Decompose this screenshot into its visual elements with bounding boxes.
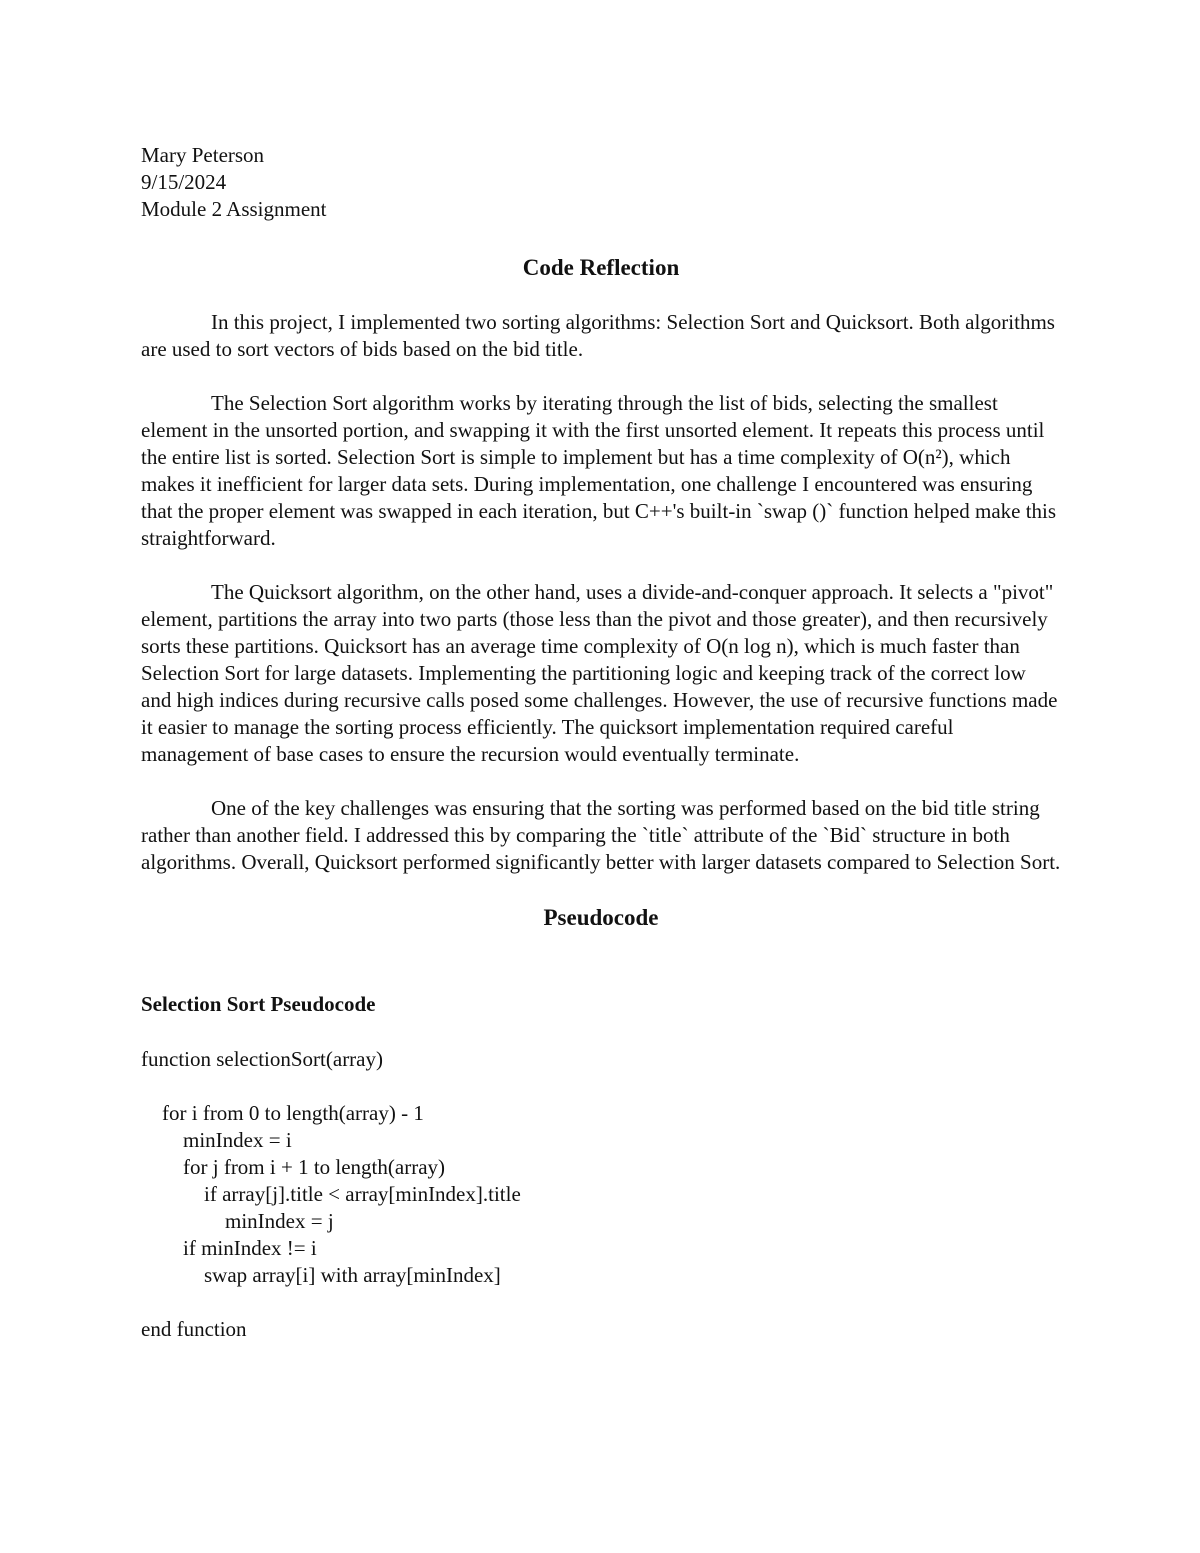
document-body (141, 142, 1061, 1343)
selection-sort-heading: Selection Sort Pseudocode (141, 992, 376, 1016)
code-line-3: for i from 0 to length(array) - 1 (141, 1101, 424, 1125)
code-line-9: swap array[i] with array[minIndex] (141, 1263, 501, 1287)
reflection-paragraph-2: The Selection Sort algorithm works by iterating through the list of bids, selecting the smallest element in the unsorted portion, and swapping it with the first unsorted element. It repeats this process until the entire list is sorted. Selection Sort is simple to implement but has a time complexity of O(n²), which makes it inefficient for larger data sets. During implementation, one challenge I encountered was ensuring that the proper element was swapped in each iteration, but C++'s built-in `swap ()` function helped make this straightforward. (141, 391, 1057, 550)
pseudocode-title: Pseudocode (543, 905, 659, 930)
document-date: 9/15/2024 (141, 170, 227, 194)
reflection-paragraph-3: The Quicksort algorithm, on the other hand, uses a divide-and-conquer approach. It selects a "pivot" element, partitions the array into two parts (those less than the pivot and those greater), and then recursively sorts these partitions. Quicksort has an average time complexity of O(n log n), which is much faster than Selection Sort for large datasets. Implementing the partitioning logic and keeping track of the correct low and high indices during recursive calls posed some challenges. However, the use of recursive functions made it easier to manage the sorting process efficiently. The quicksort implementation required careful management of base cases to ensure the recursion would eventually terminate. (141, 580, 1058, 766)
code-blank-line (141, 1073, 1061, 1100)
assignment-name: Module 2 Assignment (141, 197, 327, 221)
code-line-8: if minIndex != i (141, 1236, 317, 1260)
code-line-1: function selectionSort(array) (141, 1047, 383, 1071)
code-line-7: minIndex = j (141, 1209, 334, 1233)
code-line-6: if array[j].title < array[minIndex].title (141, 1182, 521, 1206)
selection-sort-code (141, 1046, 1061, 1343)
reflection-title: Code Reflection (522, 255, 680, 280)
reflection-paragraph-1: In this project, I implemented two sorting algorithms: Selection Sort and Quicksort. Both algorithms are used to sort vectors of bids based on the bid title. (141, 310, 1055, 361)
code-blank-line (141, 1289, 1061, 1316)
code-line-11: end function (141, 1317, 247, 1341)
code-line-5: for j from i + 1 to length(array) (141, 1155, 446, 1179)
reflection-paragraph-4: One of the key challenges was ensuring that the sorting was performed based on the bid title string rather than another field. I addressed this by comparing the `title` attribute of the `Bid` structure in both algorithms. Overall, Quicksort performed significantly better with larger datasets compared to Selection Sort. (141, 796, 1061, 874)
author-name: Mary Peterson (141, 143, 265, 167)
code-line-4: minIndex = i (141, 1128, 292, 1152)
